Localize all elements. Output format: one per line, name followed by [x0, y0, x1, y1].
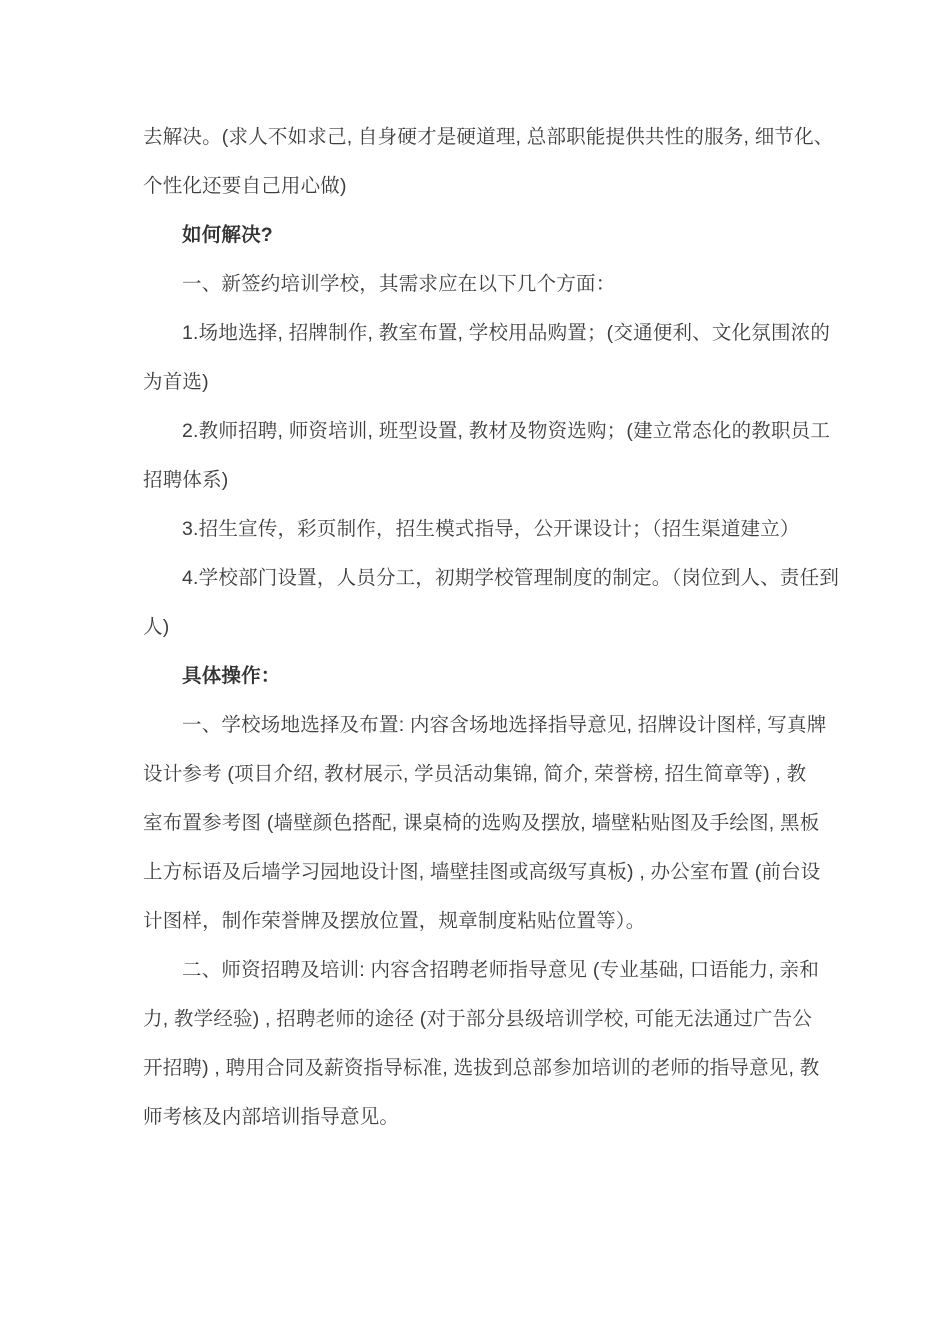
doc-line: 2.教师招聘, 师资培训, 班型设置, 教材及物资选购；(建立常态化的教职员工 [182, 420, 831, 442]
doc-line: 一、学校场地选择及布置: 内容含场地选择指导意见, 招牌设计图样, 写真牌 [182, 714, 827, 736]
doc-line: 二、师资招聘及培训: 内容含招聘老师指导意见 (专业基础, 口语能力, 亲和 [182, 959, 820, 981]
doc-line: 个性化还要自己用心做) [143, 175, 347, 197]
doc-line: 一、新签约培训学校，其需求应在以下几个方面： [182, 273, 616, 295]
doc-line: 开招聘) , 聘用合同及薪资指导标准, 选拔到总部参加培训的老师的指导意见, 教 [143, 1057, 820, 1079]
doc-line: 人) [143, 616, 170, 638]
section-heading-how-to-solve: 如何解决? [182, 224, 273, 246]
section-heading-specific-operations: 具体操作： [182, 665, 281, 687]
doc-line: 力, 教学经验) , 招聘老师的途径 (对于部分县级培训学校, 可能无法通过广告公 [143, 1008, 813, 1030]
doc-line: 师考核及内部培训指导意见。 [143, 1106, 400, 1128]
doc-line: 设计参考 (项目介绍, 教材展示, 学员活动集锦, 简介, 荣誉榜, 招生简章等) , 教 [143, 763, 807, 785]
doc-line: 4.学校部门设置，人员分工，初期学校管理制度的制定。（岗位到人、责任到 [182, 567, 840, 589]
doc-line: 3.招生宣传，彩页制作，招生模式指导，公开课设计；（招生渠道建立） [182, 518, 800, 540]
doc-line: 招聘体系) [143, 469, 229, 491]
doc-line: 1.场地选择, 招牌制作, 教室布置, 学校用品购置；(交通便利、文化氛围浓的 [182, 322, 831, 344]
doc-line: 为首选) [143, 371, 209, 393]
doc-line: 计图样，制作荣誉牌及摆放位置，规章制度粘贴位置等）。 [143, 910, 646, 932]
doc-line: 去解决。(求人不如求己, 自身硬才是硬道理, 总部职能提供共性的服务, 细节化、 [143, 126, 834, 148]
doc-line: 上方标语及后墙学习园地设计图, 墙壁挂图或高级写真板) , 办公室布置 (前台设 [143, 861, 821, 883]
doc-line: 室布置参考图 (墙壁颜色搭配, 课桌椅的选购及摆放, 墙壁粘贴图及手绘图, 黑板 [143, 812, 820, 834]
